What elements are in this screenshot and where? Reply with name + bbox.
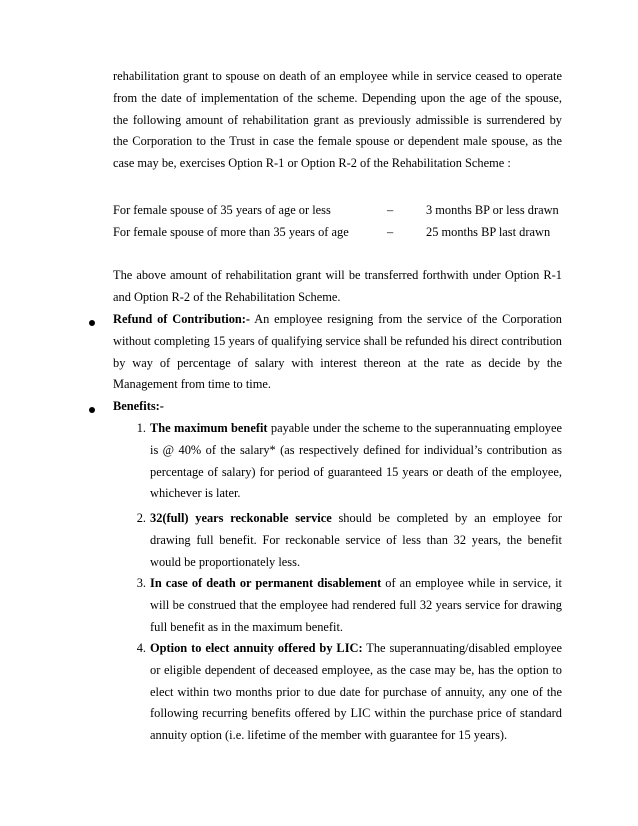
list-item bbox=[150, 573, 562, 638]
rehabilitation-text: rehabilitation grant to spouse on death of an employee while in service ceased to operate from the date of implementation of the scheme. Depending upon the age of the spouse, the following amount of rehabilitation grant as previously admissible is surrendered by the Corporation to the Trust in case the female spouse or dependent male spouse, as the case may be, exercises Option R-1 or Option R-2 of the Rehabilitation Scheme : bbox=[113, 69, 562, 171]
list-item-number: 4. bbox=[136, 641, 146, 655]
benefits-heading: Benefits:- bbox=[113, 399, 164, 413]
refund-heading: Refund of Contribution:- bbox=[113, 312, 251, 326]
list-item-number: 1. bbox=[136, 421, 146, 435]
table-cell-value: 25 months BP last drawn bbox=[426, 225, 551, 239]
table-row bbox=[113, 222, 573, 244]
list-item bbox=[150, 638, 562, 747]
refund-paragraph bbox=[113, 309, 562, 396]
bullet-icon bbox=[89, 407, 95, 413]
list-item-text: should be completed by an employee for drawing full benefit. For reckonable service of less than 32 years, the benefit would be proportionately less. bbox=[150, 511, 562, 569]
list-item-heading: 32(full) years reckonable service bbox=[150, 511, 332, 525]
list-item-text: of an employee while in service, it will be construed that the employee had rendered full 32 years service for drawing full benefit as in the maximum benefit. bbox=[150, 576, 562, 634]
refund-text: An employee resigning from the service of the Corporation without completing 15 years of qualifying service shall be refunded his direct contribution by way of percentage of salary with interest thereon at the rate as decide by the Management from time to time. bbox=[113, 312, 562, 392]
table-cell-label: For female spouse of more than 35 years of age bbox=[113, 225, 349, 239]
list-item-number: 2. bbox=[136, 511, 146, 525]
list-item-heading: Option to elect annuity offered by LIC: bbox=[150, 641, 363, 655]
list-item-heading: The maximum benefit bbox=[150, 421, 268, 435]
list-item-text: The superannuating/disabled employee or eligible dependent of deceased employee, as the case may be, has the option to elect within two months prior to due date for purchase of annuity, any one of the following recurring benefits offered by LIC within the purchase price of standard annuity option (i.e. lifetime of the member with guarantee for 15 years). bbox=[150, 641, 562, 743]
list-item bbox=[150, 508, 562, 573]
list-item-number: 3. bbox=[136, 576, 146, 590]
list-item-text: payable under the scheme to the superannuating employee is @ 40% of the salary* (as respectively defined for individual’s contribution as percentage of salary) for period of guaranteed 15 years or death of the employee, whichever is later. bbox=[150, 421, 563, 501]
table-cell-label: For female spouse of 35 years of age or less bbox=[113, 203, 331, 217]
table-cell-dash: – bbox=[387, 203, 394, 217]
table-cell-value: 3 months BP or less drawn bbox=[426, 203, 559, 217]
spouse-grant-table bbox=[113, 200, 573, 244]
table-row bbox=[113, 200, 573, 222]
list-item bbox=[150, 418, 562, 505]
list-item-heading: In case of death or permanent disablement bbox=[150, 576, 382, 590]
rehabilitation-paragraph bbox=[113, 66, 562, 175]
transfer-paragraph bbox=[113, 265, 562, 309]
transfer-text: The above amount of rehabilitation grant will be transferred forthwith under Option R-1 and Option R-2 of the Rehabilitation Scheme. bbox=[113, 268, 562, 304]
benefits-heading-block bbox=[113, 396, 562, 418]
table-cell-dash: – bbox=[387, 225, 394, 239]
bullet-icon bbox=[89, 320, 95, 326]
